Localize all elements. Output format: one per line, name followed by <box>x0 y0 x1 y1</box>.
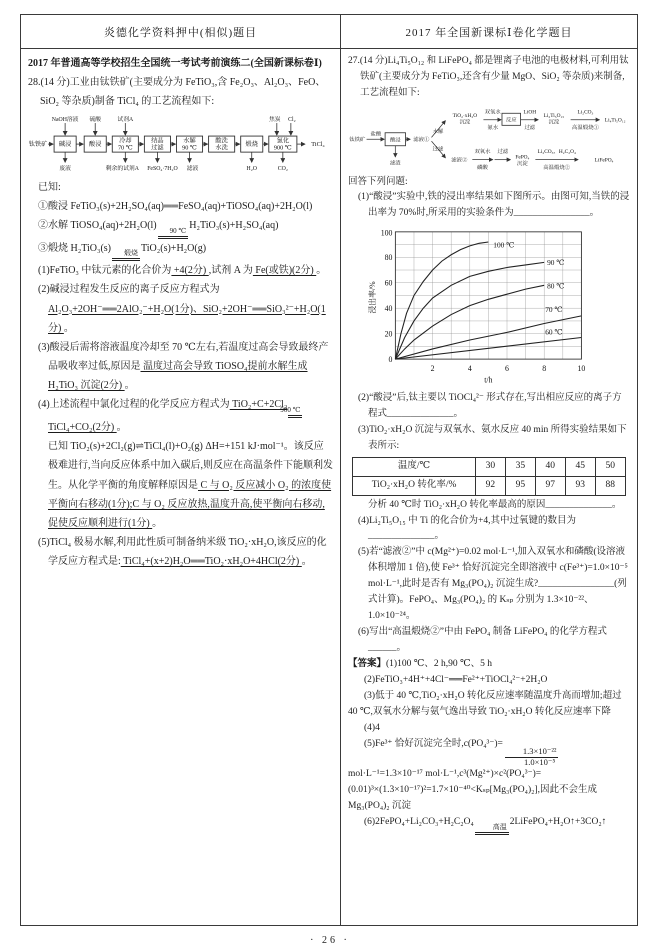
table-cell: 30 <box>475 457 505 476</box>
flow27-label-ammonia: 氨水 <box>487 124 499 131</box>
flow28-step-hydrolyze-temp: 90 ℃ <box>182 144 197 152</box>
table-cell: 45 <box>565 457 595 476</box>
answer-6-lhs: (6)2FePO₄+Li₂CO₃+H₂C₂O₄ <box>364 817 474 828</box>
flow28-output-waste: 废液 <box>59 165 71 172</box>
curve-100℃ <box>395 242 488 359</box>
flow27-label-h2o2-2: 双氧水 <box>474 149 491 156</box>
fraction <box>505 747 559 768</box>
flow27-label-li2co3-h2c2o4: Li₂CO₃、H₂C₂O₄ <box>537 149 576 156</box>
q27-sub4-blank: ______________ <box>368 531 435 542</box>
flow27-product-lifepo4: LiFePO₄ <box>594 157 614 164</box>
q27-sub2-text: (2)“酸浸”后,钛主要以 TiOCl₄²⁻ 形式存在,写出相应反应的离子方程式 <box>358 392 622 419</box>
flow28-step-acid: 酸浸 <box>89 140 102 148</box>
ytick-20: 20 <box>384 329 393 339</box>
ytick-40: 40 <box>384 304 393 314</box>
leach-rate-chart-wrap <box>366 224 630 389</box>
question-28-intro: 28.(14 分)工业由钛铁矿(主要成分为 FeTiO₃,含 Fe₂O₃、Al₂O₃、FeO、SiO₂ 等杂质)制备 TiCl₄ 的工艺流程如下: <box>28 77 326 108</box>
known-reaction-3 <box>28 239 333 262</box>
answer-5 <box>348 737 630 815</box>
q28-sub5-text: (5)TiCl₄ 极易水解,利用此性质可制备纳米级 TiO₂·xH₂O,该反应的化学反应方程式是: <box>38 537 327 568</box>
flow27-tio2-precipitate: TiO₂·xH₂O <box>452 112 478 119</box>
leach-rate-chart <box>366 224 601 389</box>
condition-label: 高温 <box>492 822 507 831</box>
answers-heading <box>348 657 630 673</box>
xtick-4: 4 <box>467 364 472 374</box>
flow27-fepo4-precipitate: FePO₄ <box>515 154 530 161</box>
q27-sub5-ksp-note: (列式计算)。FePO₄、Mg₃(PO₄)₂ 的 Kₛₚ 分别为 1.3×10⁻²²、1.0×10⁻²⁴。 <box>368 579 627 622</box>
q28-sub2-answer: Al₂O₃+2OH⁻══2AlO₂⁻+H₂O(1分)、SiO₂+2OH⁻══SiO₃²⁻+H₂O(1分) <box>48 303 326 334</box>
table-cell: 92 <box>475 476 505 495</box>
question-27-intro: 27.(14 分)Li₄Ti₅O₁₂ 和 LiFePO₄ 都是锂离子电池的电极材料,可利用钛铁矿(主要成分为 FeTiO₃,还含有少量 MgO、SiO₂ 等杂质)来制备,工艺流程如下: <box>348 56 629 98</box>
left-column <box>21 49 341 925</box>
q28-sub4-explain-answer: C 与 O₂ 反应减小 O₂ 的浓度使平衡向右移动(1分);C 与 O₂ 反应放热,温度升高,使平衡向右移动,促使反应顺利进行(1分) <box>48 479 332 529</box>
q27-sub1-blank: ________________ <box>513 208 590 219</box>
ytick-0: 0 <box>388 355 393 365</box>
flow27-fork-filter: 过滤 <box>432 146 444 153</box>
flow28-input-cl2: Cl₂ <box>288 116 296 123</box>
table-cell: 95 <box>505 476 535 495</box>
flow27-label-filter: 过滤 <box>524 124 536 131</box>
reaction-condition-calcine <box>112 250 140 261</box>
series-label-90c: 90 ℃ <box>547 258 565 268</box>
table-header-conversion: TiO₂·xH₂O 转化率/% <box>353 476 476 495</box>
conversion-table <box>352 457 626 496</box>
flow27-input-hcl: 盐酸 <box>370 131 382 138</box>
flow28-input-naoh: NaOH溶液 <box>51 116 79 123</box>
known2-rhs: H₂TiO₃(s)+H₂SO₄(aq) <box>189 220 279 232</box>
answer-1: (1)100 ℃、2 h,90 ℃、5 h <box>386 659 492 670</box>
flow28-step-chlorinate: 氯化 <box>276 137 290 145</box>
q27-sub1: (1)“酸浸”实验中,铁的浸出率结果如下图所示。由图可知,当铁的浸出率为 70%时,所采用的实验条件为________________。 <box>358 192 630 219</box>
flow27-label-lioh: LiOH <box>523 109 537 116</box>
q28-sub4-note: 已知 TiO₂(s)+2Cl₂(g)⇌TiCl₄(l)+O₂(g) ΔH=+151 kJ·mol⁻¹。该反应极难进行,当向反应体系中加入碳后,则反应在高温条件下能顺利发生。从化学平衡的角度解释原因是 C 与 O₂ 反应减小 O₂ 的浓度使平衡向右移动(1分);C 与 O₂ 反应放热,温度升高,使平衡向右移动,促使反应顺利进行(1分) 。 <box>48 441 333 529</box>
reaction-condition-900c <box>280 405 302 418</box>
q27-sub3-blank: ______________ <box>545 499 612 510</box>
flow27-label-filter-2: 过滤 <box>497 149 509 156</box>
flow28-feed: 钛铁矿 <box>28 140 48 148</box>
table-row <box>353 476 626 495</box>
flow28-output-filtrate: 滤液 <box>186 165 199 172</box>
flow27-fork-hydrolyze: 水解 <box>432 128 444 135</box>
q28-sub5-answer: TiCl₄+(x+2)H₂O══TiO₂·xH₂O+4HCl(2分) <box>120 556 302 568</box>
q27-sub1-text: (1)“酸浸”实验中,铁的浸出率结果如下图所示。由图可知,当铁的浸出率为 70%时,所采用的实验条件为 <box>358 192 630 219</box>
q27-sub5-text: (5)若“滤液②”中 c(Mg²⁺)=0.02 mol·L⁻¹,加入双氧水和磷酸(设溶液体积增加 1 倍),使 Fe³⁺ 恰好沉淀完全即溶液中 c(Fe³⁺)=1.0×10⁻⁵ mol·L⁻¹,此时是否有 Mg₃(PO₄)₂ 沉淀生成? <box>358 547 628 590</box>
q27-sub5 <box>348 545 630 625</box>
flow27-li2ti5o15: Li₂Ti₅O₁₅ <box>543 112 565 119</box>
flow28-step-acidwash: 酸洗 <box>215 137 228 145</box>
answers-label: 【答案】 <box>348 659 387 670</box>
exam-sheet <box>20 14 638 926</box>
flow27-fepo4-precipitate-2: 沉淀 <box>517 161 528 168</box>
q28-sub3: (3)酸浸后需将溶液温度冷却至 70 ℃左右,若温度过高会导致最终产品吸收率过低,原因是 温度过高会导致 TiOSO₄提前水解生成 H₂TiO₃ 沉淀(2分) 。 <box>38 341 329 392</box>
flow28-input-reagent-a: 试剂A <box>117 116 134 123</box>
flow28-step-calcine: 煅烧 <box>245 140 258 148</box>
xtick-8: 8 <box>542 364 547 374</box>
table-header-temp: 温度/℃ <box>353 457 476 476</box>
q28-sub4-known: 已知 TiO₂(s)+2Cl₂(g)⇌TiCl₄(l)+O₂(g) ΔH=+151 kJ·mol⁻¹。该反应极难进行,当向反应体系中加入碳后,则反应在高温条件下能顺利发生。从化学平衡的角度解释原因是 <box>48 441 333 491</box>
flow28-input-coke: 焦炭 <box>269 116 281 123</box>
flow27-li2ti5o15-2: 沉淀 <box>548 119 560 126</box>
known-label: 已知: <box>38 181 61 193</box>
flow27-step-acid-leach: 酸浸 <box>389 137 401 144</box>
flow28-step-crystal: 结晶 <box>151 137 164 145</box>
reply-label: 回答下列问题: <box>348 176 408 187</box>
flow27-product-li4ti5o12: Li₄Ti₅O₁₂ <box>604 117 626 124</box>
known3-lhs: ③煅烧 H₂TiO₃(s) <box>38 242 112 254</box>
answer-6 <box>348 815 630 834</box>
flow27-label-h3po4: 磷酸 <box>477 164 488 171</box>
series-label-60c: 60 ℃ <box>545 328 563 338</box>
flow27-label-li2co3: Li₂CO₃ <box>577 109 594 116</box>
flow28-product: TiCl₄ <box>311 140 325 148</box>
q28-sub3-answer: 温度过高会导致 TiOSO₄提前水解生成 H₂TiO₃ 沉淀(2分) <box>48 361 308 392</box>
answer-4: (4)4 <box>364 722 380 733</box>
xtick-10: 10 <box>577 364 586 374</box>
flow28-step-filter: 过滤 <box>151 144 164 152</box>
header-right-cell: 2017 年全国新课标Ⅰ卷化学题目 <box>405 26 573 39</box>
flow27-output-residue: 滤渣 <box>389 160 401 167</box>
q27-sub2: (2)“酸浸”后,钛主要以 TiOCl₄²⁻ 形式存在,写出相应反应的离子方程式______________。 <box>358 392 622 419</box>
answer-5-calc: mol·L⁻¹=1.3×10⁻¹⁷ mol·L⁻¹,c³(Mg²⁺)×c²(PO₄³⁻)=(0.01)³×(1.3×10⁻¹⁷)²=1.7×10⁻⁴⁰<Kₛₚ[Mg₃(PO₄)₂],因此不会生成 Mg₃(PO₄)₂ 沉淀 <box>348 769 597 812</box>
two-column-body <box>21 49 637 925</box>
x-axis-label: t/h <box>484 375 493 385</box>
page-number: · 26 · <box>310 935 350 946</box>
flow27-label-h2o2: 双氧水 <box>484 109 501 116</box>
q28-sub1-mid: ,试剂 A 为 <box>208 265 253 277</box>
reaction-condition-90c <box>158 228 189 239</box>
flow27-label-calcine-2: 高温煅烧② <box>543 164 571 171</box>
ytick-60: 60 <box>384 279 393 289</box>
known3-rhs: TiO₂(s)+H₂O(g) <box>141 242 207 254</box>
flow27-label-calcine-1: 高温煅烧① <box>572 124 599 131</box>
series-label-70c: 70 ℃ <box>545 305 563 315</box>
process-flow-diagram-28 <box>28 114 333 176</box>
q27-sub5-blank: ________________ <box>538 579 615 590</box>
header-row <box>21 15 637 49</box>
fraction-denominator: 1.0×10⁻⁵ <box>523 756 556 767</box>
flow28-input-h2so4: 硫酸 <box>89 116 102 123</box>
fraction-numerator: 1.3×10⁻²² <box>505 747 559 758</box>
known-reaction-2 <box>28 216 333 239</box>
table-cell: 40 <box>535 457 565 476</box>
table-row <box>353 457 626 476</box>
xtick-6: 6 <box>505 364 509 374</box>
flow28-output-co2: CO₂ <box>277 165 288 172</box>
table-cell: 97 <box>535 476 565 495</box>
q27-sub6: (6)写出“高温煅烧②”中由 FePO₄ 制备 LiFePO₄ 的化学方程式______。 <box>358 627 607 654</box>
flow28-step-alkali: 碱浸 <box>58 140 72 148</box>
flow28-output-residual-reagent: 剩余的试剂A <box>105 165 139 172</box>
flow28-output-h2o: H₂O <box>246 165 257 172</box>
ytick-100: 100 <box>380 228 393 238</box>
table-cell: 93 <box>565 476 595 495</box>
flow28-step-waterwash: 水洗 <box>215 144 228 152</box>
table-cell: 50 <box>595 457 625 476</box>
answer-5-text: (5)Fe³⁺ 恰好沉淀完全时,c(PO₄³⁻)= <box>364 738 503 749</box>
exam-title: 2017 年普通高等学校招生全国统一考试考前演练二(全国新课标卷Ⅰ) <box>28 58 322 69</box>
flow28-step-cool-temp: 70 ℃ <box>117 144 133 152</box>
q27-sub4-text: (4)Li₂Ti₅O₁₅ 中 Ti 的化合价为+4,其中过氧键的数目为 <box>358 515 576 526</box>
q28-sub5: (5)TiCl₄ 极易水解,利用此性质可制备纳米级 TiO₂·xH₂O,该反应的化学反应方程式是: TiCl₄+(x+2)H₂O══TiO₂·xH₂O+4HCl(2分) 。 <box>38 537 327 568</box>
q28-sub3-text: (3)酸浸后需将溶液温度冷却至 70 ℃左右,若温度过高会导致最终产品吸收率过低,原因是 <box>38 341 329 373</box>
header-left-cell: 炎德化学资料押中(相似)题目 <box>21 15 341 48</box>
process-flow-diagram-27 <box>348 104 630 173</box>
reaction-condition-high-temp <box>475 824 509 835</box>
q27-sub3-analysis: 分析 40 ℃时 TiO₂·xH₂O 转化率最高的原因______________。 <box>368 499 622 510</box>
answer-2: (2)FeTiO₃+4H⁺+4Cl⁻══Fe²⁺+TiOCl₄²⁻+2H₂O <box>364 675 548 686</box>
flow28-step-hydrolyze: 水解 <box>183 137 196 145</box>
condition-label: 煅烧 <box>124 249 139 258</box>
table-cell: 35 <box>505 457 535 476</box>
right-column <box>341 49 637 925</box>
answer-3: (3)低于 40 ℃,TiO₂·xH₂O 转化反应速率随温度升高而增加;超过 40 ℃,双氧水分解与氨气逸出导致 TiO₂·xH₂O 转化反应速率下降 <box>348 691 622 717</box>
condition-label: 90 ℃ <box>169 226 187 235</box>
y-axis-label: 浸出率/% <box>367 281 377 314</box>
flow28-output-feso4: FeSO₄·7H₂O <box>147 165 178 172</box>
q28-sub4-answer: TiO₂+C+2Cl₂ 900 ℃ TiCl₄+CO₂(2分) <box>48 399 301 433</box>
table-cell: 88 <box>595 476 625 495</box>
flow27-feed: 钛铁矿 <box>349 136 366 143</box>
q28-sub2-text: (2)碱浸过程发生反应的离子反应方程式为 <box>38 284 220 296</box>
series-label-80c: 80 ℃ <box>547 281 565 291</box>
answer-6-rhs: 2LiFePO₄+H₂O↑+3CO₂↑ <box>509 817 607 828</box>
flow27-box-react: 反应 <box>505 117 517 124</box>
q27-sub4: (4)Li₂Ti₅O₁₅ 中 Ti 的化合价为+4,其中过氧键的数目为______________。 <box>358 515 576 542</box>
series-label-100c: 100 ℃ <box>493 240 515 250</box>
condition-label: 900 ℃ <box>280 405 301 414</box>
flow27-filtrate-1: 滤液① <box>413 136 430 143</box>
q28-sub1-text: (1)FeTiO₃ 中钛元素的化合价为 <box>38 265 172 277</box>
q27-sub3: (3)TiO₂·xH₂O 沉淀与双氧水、氨水反应 40 min 所得实验结果如下表所示: <box>358 424 627 451</box>
q28-sub1: (1)FeTiO₃ 中钛元素的化合价为 +4(2分) ,试剂 A 为 Fe(或铁)(2分) 。 <box>38 265 327 277</box>
xtick-2: 2 <box>430 364 435 374</box>
flow27-tio2-precipitate-2: 沉淀 <box>459 119 471 126</box>
q28-sub4-text: (4)上述流程中氯化过程的化学反应方程式为 <box>38 399 230 411</box>
ytick-80: 80 <box>384 253 393 263</box>
q27-sub3-analysis-text: 分析 40 ℃时 TiO₂·xH₂O 转化率最高的原因 <box>368 499 546 510</box>
known2-lhs: ②水解 TiOSO₄(aq)+2H₂O(l) <box>38 220 157 232</box>
q28-sub2: (2)碱浸过程发生反应的离子反应方程式为 Al₂O₃+2OH⁻══2AlO₂⁻+H₂O(1分)、SiO₂+2OH⁻══SiO₃²⁻+H₂O(1分) 。 <box>38 284 326 334</box>
flow28-step-chlorinate-temp: 900 ℃ <box>273 144 292 152</box>
q28-sub1-answer1: +4(2分) <box>171 265 209 277</box>
q28-sub1-answer2: Fe(或铁)(2分) <box>252 265 317 277</box>
q28-sub4: (4)上述流程中氯化过程的化学反应方程式为 TiO₂+C+2Cl₂ 900 ℃ TiCl₄+CO₂(2分) 。 <box>28 395 333 437</box>
flow28-step-cool: 冷却 <box>119 137 132 145</box>
known-reaction-1: ①酸浸 FeTiO₃(s)+2H₂SO₄(aq)══FeSO₄(aq)+TiOSO₄(aq)+2H₂O(l) <box>38 200 313 212</box>
q27-sub2-blank: ______________ <box>387 408 454 419</box>
flow27-filtrate-2: 滤液② <box>451 157 468 164</box>
